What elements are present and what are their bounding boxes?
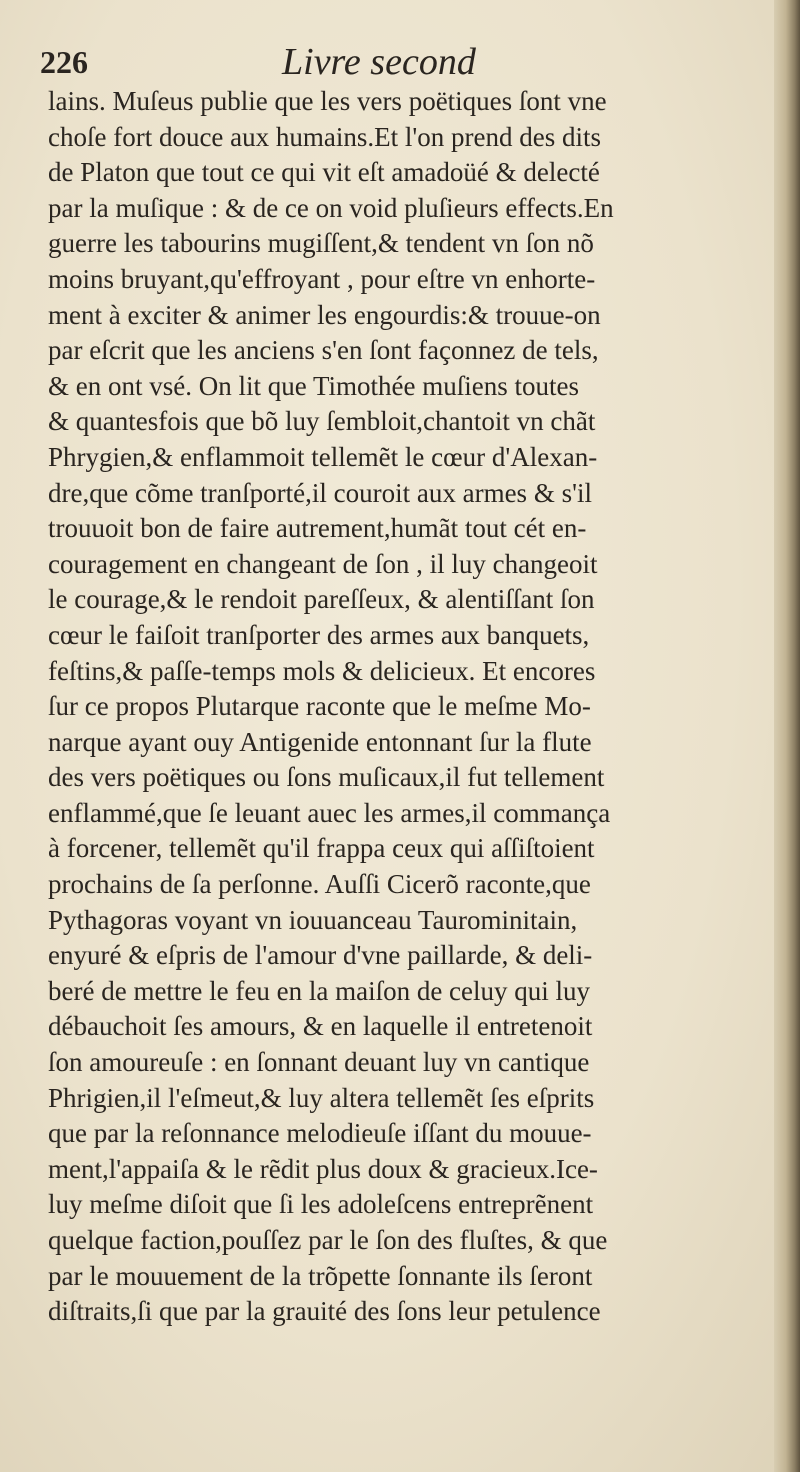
text-line: trouuoit bon de faire autrement,humãt tout cét en- (48, 513, 587, 544)
text-line: par la muſique : & de ce on void pluſieurs effects.En (48, 192, 614, 223)
text-line: ſon amoureuſe : en ſonnant deuant luy vn cantique (48, 1047, 590, 1078)
text-line: Phrigien,il l'eſmeut,& luy altera tellemẽt ſes eſprits (48, 1082, 595, 1113)
body-text (48, 84, 770, 1330)
text-line: par le mouuement de la trõpette ſonnante ils ſeront (48, 1260, 593, 1291)
text-line: diſtraits,ſi que par la grauité des ſons leur petulence (48, 1296, 601, 1327)
text-line: moins bruyant,qu'effroyant , pour eſtre vn enhorte- (48, 263, 596, 294)
page-gutter-shadow (774, 0, 800, 1472)
text-line: le courage,& le rendoit pareſſeux, & alentiſſant ſon (48, 584, 595, 615)
text-line: Phrygien,& enflammoit tellemẽt le cœur d'Alexan- (48, 441, 598, 472)
text-line: choſe fort douce aux humains.Et l'on prend des dits (48, 121, 601, 152)
text-line: feſtins,& paſſe-temps mols & delicieux. Et encores (48, 655, 596, 686)
text-line: à forcener, tellemẽt qu'il frappa ceux qui aſſiſtoient (48, 833, 595, 864)
text-line: & en ont vsé. On lit que Timothée muſiens toutes (48, 370, 579, 401)
text-line: débauchoit ſes amours, & en laquelle il entretenoit (48, 1011, 593, 1042)
text-line: luy meſme diſoit que ſi les adoleſcens entreprẽnent (48, 1189, 594, 1220)
text-line: Pythagoras voyant vn iouuanceau Taurominitain, (48, 904, 578, 935)
text-line: de Platon que tout ce qui vit eſt amadoüé & delecté (48, 157, 600, 188)
text-line: enyuré & eſpris de l'amour d'vne paillarde, & deli- (48, 940, 593, 971)
text-line: cœur le faiſoit tranſporter des armes aux banquets, (48, 619, 590, 650)
text-line: & quantesfois que bõ luy ſembloit,chantoit vn chãt (48, 406, 596, 437)
text-line: enflammé,que ſe leuant auec les armes,il commança (48, 797, 611, 828)
text-line: par eſcrit que les anciens s'en ſont façonnez de tels, (48, 335, 599, 366)
text-line: lains. Muſeus publie que les vers poëtiques ſont vne (48, 86, 607, 116)
text-line: ſur ce propos Plutarque raconte que le meſme Mo- (48, 691, 591, 722)
text-line: couragement en changeant de ſon , il luy changeoit (48, 548, 598, 579)
text-line: que par la reſonnance melodieuſe iſſant du mouue- (48, 1118, 592, 1149)
text-line: beré de mettre le feu en la maiſon de celuy qui luy (48, 975, 591, 1006)
text-line: guerre les tabourins mugiſſent,& tendent vn ſon nõ (48, 228, 594, 259)
text-line: narque ayant ouy Antigenide entonnant ſur la flute (48, 726, 592, 757)
running-head: Livre second (282, 41, 476, 83)
page-number: 226 (40, 44, 88, 80)
text-line: prochains de ſa perſonne. Auſſi Cicerõ raconte,que (48, 869, 591, 900)
text-line: dre,que cõme tranſporté,il couroit aux armes & s'il (48, 477, 592, 508)
text-line: ment à exciter & animer les engourdis:& trouue-on (48, 299, 601, 330)
text-line: des vers poëtiques ou ſons muſicaux,il fut tellement (48, 762, 605, 793)
text-line: quelque faction,pouſſez par le ſon des fluſtes, & que (48, 1225, 608, 1255)
text-line: ment,l'appaiſa & le rẽdit plus doux & gracieux.Ice- (48, 1153, 598, 1184)
